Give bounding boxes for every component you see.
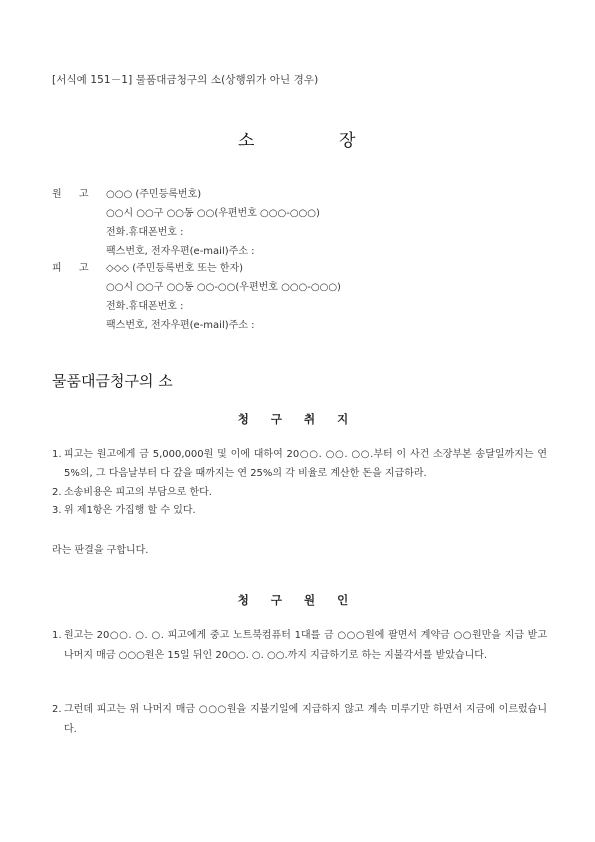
defendant-role: 피 고 (52, 263, 89, 274)
plaintiff-phone: 전화․휴대폰번호 : (106, 227, 184, 238)
item-number: 3. (52, 505, 62, 516)
plaintiff-role: 원 고 (52, 189, 89, 200)
defendant-phone: 전화․휴대폰번호 : (106, 301, 184, 312)
item-number: 2. (52, 487, 62, 498)
item-number: 1. (52, 449, 62, 460)
claim-purpose-heading: 청 구 취 지 (237, 412, 358, 426)
item-text: 위 제1항은 가집행 할 수 있다. (64, 505, 196, 516)
document-title (0, 126, 595, 151)
item-text: 피고는 원고에게 금 5,000,000원 및 이에 대하여 20○○. ○○. ○○.부터 이 사건 소장부본 송달일까지는 연 5%의, 그 다음날부터 다 갚을 때까지는 연 25%의 각 비율로 계산한 돈을 지급하라. (64, 449, 547, 479)
defendant-address: ○○시 ○○구 ○○동 ○○-○○(우편번호 ○○○-○○○) (106, 282, 341, 293)
item-text: 그런데 피고는 위 나머지 매금 ○○○원을 지불기일에 지급하지 않고 계속 미루기만 하면서 지금에 이르렀습니다. (64, 704, 547, 735)
title-char-2: 장 (339, 131, 356, 151)
form-number: [서식예 151－1] 물품대금청구의 소(상행위가 아닌 경우) (52, 74, 319, 86)
item-text: 원고는 20○○. ○. ○. 피고에게 중고 노트북컴퓨터 1대를 금 ○○○원에 팔면서 계약금 ○○원만을 지급 받고 나머지 매금 ○○○원은 15일 뒤인 20○○. ○. ○○.까지 지급하기로 하는 지불각서를 받았습니다. (64, 630, 547, 661)
claim-cause-item (52, 626, 547, 666)
defendant-name: ◇◇◇ (주민등록번호 또는 한자) (106, 263, 244, 274)
item-text: 소송비용은 피고의 부담으로 한다. (64, 487, 212, 498)
claim-purpose-item (52, 501, 547, 520)
claim-cause-item (52, 700, 547, 740)
plaintiff-address: ○○시 ○○구 ○○동 ○○(우편번호 ○○○-○○○) (106, 208, 320, 219)
plaintiff-name: ○○○ (주민등록번호) (106, 189, 202, 200)
item-number: 2. (52, 704, 62, 715)
defendant-block (52, 264, 552, 344)
claim-purpose-item (52, 445, 547, 483)
claim-purpose-closing: 라는 판결을 구합니다. (52, 545, 149, 556)
defendant-fax-email: 팩스번호, 전자우편(e-mail)주소 : (106, 320, 255, 331)
plaintiff-fax-email: 팩스번호, 전자우편(e-mail)주소 : (106, 246, 255, 257)
claim-cause-heading: 청 구 원 인 (237, 593, 358, 607)
plaintiff-block (52, 190, 552, 270)
claim-purpose-item (52, 483, 547, 502)
case-title: 물품대금청구의 소 (52, 372, 173, 390)
title-char-1: 소 (238, 131, 255, 151)
item-number: 1. (52, 630, 62, 641)
